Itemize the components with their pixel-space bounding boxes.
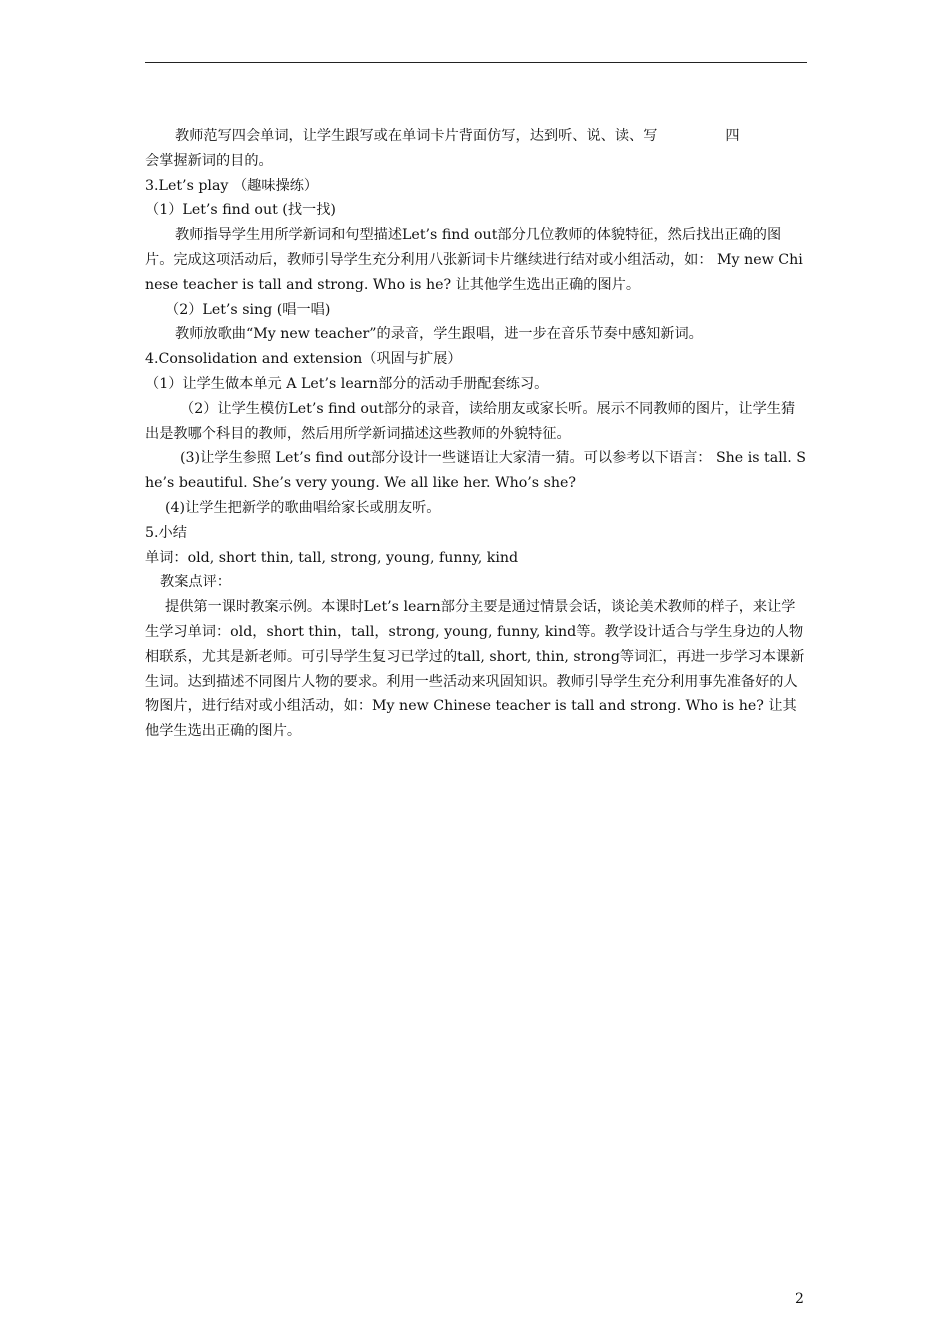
paragraph-find-out: 教师指导学生用所学新词和句型描述Let’s find out部分几位教师的体貌特征，然后找出正确的图片。完成这项活动后，教师引导学生充分利用八张新词卡片继续进行结对或小组活动，如： My new Chinese teacher is tall and strong. Who is he? 让其他学生选出正确的图片。 xyxy=(145,227,803,293)
paragraph-vocabulary: 单词：old, short thin, tall, strong, young, funny, kind xyxy=(145,549,519,566)
paragraph-consolidation-3: (3)让学生参照 Let’s find out部分设计一些谜语让大家清一猜。可以参考以下语言： She is tall. She’s beautiful. She’s very young. We all like her. Who’s she? xyxy=(145,450,807,492)
paragraph-consolidation-4: (4)让学生把新学的歌曲唱给家长或朋友听。 xyxy=(165,499,441,516)
subheading-find-out: （1）Let’s find out (找一找) xyxy=(145,202,336,219)
paragraph-consolidation-2: （2）让学生模仿Let’s find out部分的录音，读给朋友或家长听。展示不同教师的图片，让学生猜出是教哪个科目的教师，然后用所学新词描述这些教师的外貌特征。 xyxy=(145,400,796,442)
header-rule xyxy=(145,62,807,63)
page-number: 2 xyxy=(795,1291,804,1307)
document-body xyxy=(145,124,807,744)
heading-consolidation: 4.Consolidation and extension（巩固与扩展） xyxy=(145,351,462,368)
heading-lesson-review: 教案点评： xyxy=(160,574,231,591)
heading-summary: 5.小结 xyxy=(145,524,187,541)
paragraph-lesson-review: 提供第一课时教案示例。本课时Let’s learn部分主要是通过情景会话，谈论美术教师的样子，来让学生学习单词：old，short thin，tall，strong, young, funny, kind等。教学设计适合与学生身边的人物相联系，尤其是新老师。可引导学生复习已学过的tall, short, thin, strong等词汇，再进一步学习本课新生词。达到描述不同图片人物的要求。利用一些活动来巩固知识。教师引导学生充分利用事先准备好的人物图片，进行结对或小组活动，如：My new Chinese teacher is tall and strong. Who is he? 让其他学生选出正确的图片。 xyxy=(145,599,805,740)
subheading-lets-sing: （2）Let’s sing (唱一唱) xyxy=(165,301,331,318)
paragraph-consolidation-1: （1）让学生做本单元 A Let’s learn部分的活动手册配套练习。 xyxy=(145,375,549,392)
heading-lets-play: 3.Let’s play （趣味操练） xyxy=(145,177,319,194)
paragraph-sing: 教师放歌曲“My new teacher”的录音，学生跟唱，进一步在音乐节奏中感知新词。 xyxy=(175,326,703,343)
paragraph-writing-practice: 教师范写四会单词，让学生跟写或在单词卡片背面仿写，达到听、说、读、写 四 会掌握新词的目的。 xyxy=(145,128,740,169)
